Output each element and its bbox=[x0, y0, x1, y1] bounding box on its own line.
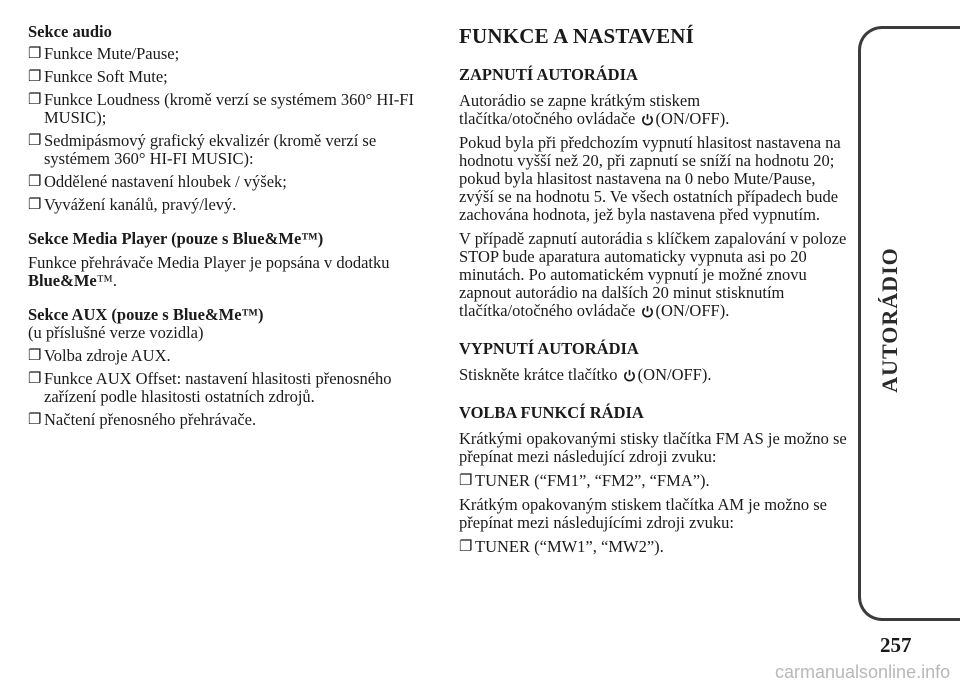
media-text-tail: ™. bbox=[96, 271, 118, 290]
list-item bbox=[459, 472, 854, 490]
list-item bbox=[28, 132, 438, 168]
list-item bbox=[28, 68, 438, 86]
text: Autorádio se zapne krátkým stiskem bbox=[459, 91, 701, 110]
checkbox-bullet-icon: ❐ bbox=[28, 348, 42, 364]
checkbox-bullet-icon: ❐ bbox=[459, 539, 473, 555]
power-icon bbox=[641, 305, 654, 318]
on-paragraph-3 bbox=[459, 230, 854, 320]
list-item-text: Funkce Soft Mute; bbox=[44, 67, 168, 86]
checkbox-bullet-icon: ❐ bbox=[28, 371, 42, 387]
text: (ON/OFF). bbox=[655, 301, 730, 320]
page-number: 257 bbox=[880, 633, 912, 657]
chapter-tab-text: AUTORÁDIO bbox=[877, 247, 903, 393]
aux-subtitle: (u příslušné verze vozidla) bbox=[28, 323, 204, 342]
watermark: carmanualsonline.info bbox=[775, 662, 951, 682]
power-icon bbox=[623, 369, 636, 382]
text: V případě zapnutí autorádia s klíčkem zapalování v poloze STOP bude aparatura automaticky vypnuta asi po 20 minutách. Po automatickém vypnutí je možné znovu zapnout autorádio na dalších 20 minut bbox=[459, 229, 847, 302]
list-item bbox=[28, 347, 438, 365]
checkbox-bullet-icon: ❐ bbox=[28, 46, 42, 62]
text: stisknutím tlačítka/otočného ovládače bbox=[459, 283, 785, 320]
select-paragraph-1: Krátkými opakovanými stisky tlačítka FM AS je možno se přepínat mezi následující zdroji zvuku: bbox=[459, 429, 847, 466]
off-paragraph bbox=[459, 366, 854, 384]
list-item-text: TUNER (“FM1”, “FM2”, “FMA”). bbox=[475, 471, 710, 490]
list-item-text: Funkce Mute/Pause; bbox=[44, 44, 180, 63]
on-paragraph-2: Pokud byla při předchozím vypnutí hlasitost nastavena na hodnotu vyšší než 20, při zapnutí se sníží na hodnotu 20; pokud byla hlasitost nastavena na 0 nebo Mute/Pause, zvýší se na hodnotu 5. Ve všech ostatních případech bude zachována hodnota, jež byla nastavena před vypnutím. bbox=[459, 133, 841, 224]
list-item bbox=[28, 45, 438, 63]
off-section-title: VYPNUTÍ AUTORÁDIA bbox=[459, 339, 639, 358]
select-section-title: VOLBA FUNKCÍ RÁDIA bbox=[459, 403, 644, 422]
list-item-text: Oddělené nastavení hloubek / výšek; bbox=[44, 172, 287, 191]
checkbox-bullet-icon: ❐ bbox=[28, 412, 42, 428]
list-item-text: Funkce Loudness (kromě verzí se systémem 360° HI-FI MUSIC); bbox=[44, 90, 414, 127]
checkbox-bullet-icon: ❐ bbox=[28, 197, 42, 213]
audio-section-title: Sekce audio bbox=[28, 22, 112, 41]
checkbox-bullet-icon: ❐ bbox=[28, 69, 42, 85]
list-item-text: Vyvážení kanálů, pravý/levý. bbox=[44, 195, 237, 214]
text: (ON/OFF). bbox=[655, 109, 730, 128]
media-section-title: Sekce Media Player (pouze s Blue&Me™) bbox=[28, 229, 324, 248]
list-item-text: Sedmipásmový grafický ekvalizér (kromě verzí se systémem 360° HI-FI MUSIC): bbox=[44, 131, 377, 168]
list-item-text: Funkce AUX Offset: nastavení hlasitosti přenosného zařízení podle hlasitosti ostatních zdrojů. bbox=[44, 369, 392, 406]
on-section-title: ZAPNUTÍ AUTORÁDIA bbox=[459, 65, 638, 84]
checkbox-bullet-icon: ❐ bbox=[28, 174, 42, 190]
checkbox-bullet-icon: ❐ bbox=[28, 133, 42, 149]
list-item-text: Volba zdroje AUX. bbox=[44, 346, 171, 365]
select-paragraph-2: Krátkým opakovaným stiskem tlačítka AM je možno se přepínat mezi následujícími zdroji zvuku: bbox=[459, 495, 827, 532]
text: (ON/OFF). bbox=[637, 365, 712, 384]
list-item bbox=[28, 91, 438, 127]
on-paragraph-1 bbox=[459, 92, 854, 128]
list-item-text: TUNER (“MW1”, “MW2”). bbox=[475, 537, 664, 556]
chapter-tab-label bbox=[870, 220, 910, 420]
text: Stiskněte krátce tlačítko bbox=[459, 365, 618, 384]
left-column bbox=[28, 0, 438, 429]
checkbox-bullet-icon: ❐ bbox=[459, 473, 473, 489]
power-icon bbox=[641, 113, 654, 126]
list-item bbox=[28, 173, 438, 191]
list-item bbox=[28, 196, 438, 214]
list-item bbox=[459, 538, 854, 556]
page-title: FUNKCE A NASTAVENÍ bbox=[459, 24, 695, 48]
right-column bbox=[459, 0, 854, 556]
media-text-bold: Blue&Me bbox=[28, 271, 97, 290]
aux-section-title: Sekce AUX (pouze s Blue&Me™) bbox=[28, 305, 264, 324]
list-item-text: Načtení přenosného přehrávače. bbox=[44, 410, 257, 429]
checkbox-bullet-icon: ❐ bbox=[28, 92, 42, 108]
media-text: Funkce přehrávače Media Player je popsána v dodatku bbox=[28, 253, 390, 272]
text: tlačítka/otočného ovládače bbox=[459, 109, 636, 128]
media-paragraph bbox=[28, 254, 438, 290]
list-item bbox=[28, 370, 438, 406]
list-item bbox=[28, 411, 438, 429]
